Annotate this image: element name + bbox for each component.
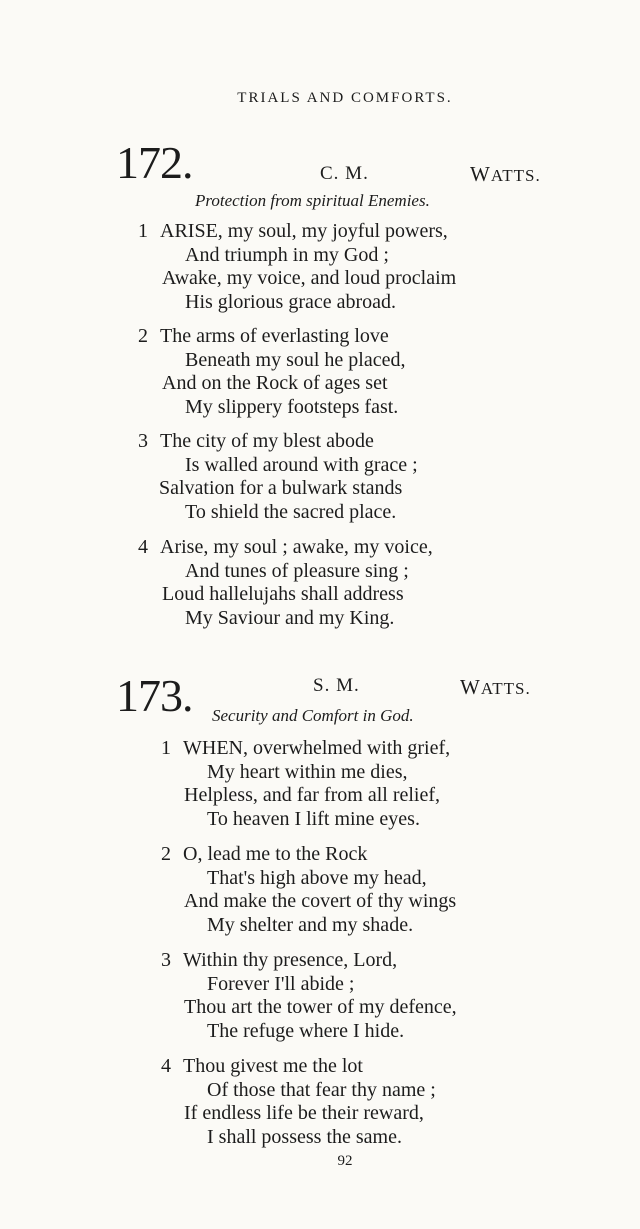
verse-line: Loud hallelujahs shall address [162,583,404,605]
author-initial: W [460,675,481,699]
hymn-author [470,162,541,187]
verse-line: If endless life be their reward, [184,1102,424,1124]
verse-line: Thou art the tower of my defence, [184,996,457,1018]
verse-line: Is walled around with grace ; [185,453,418,476]
verse-number: 2 [161,843,171,865]
verse-line: The city of my blest abode [160,430,374,452]
verse-line: Forever I'll abide ; [207,972,355,995]
verse-number: 4 [161,1055,171,1077]
verse-line: Thou givest me the lot [183,1055,363,1077]
verse-number: 3 [138,430,148,452]
hymn-meter: C. M. [320,163,369,184]
hymn-subtitle: Protection from spiritual Enemies. [195,191,430,210]
running-head: TRIALS AND COMFORTS. [237,90,453,106]
verse-number: 2 [138,325,148,347]
hymn-meter: S. M. [313,675,360,696]
author-rest: ATTS. [480,679,531,698]
verse-line: Of those that fear thy name ; [207,1078,436,1101]
verse-line: O, lead me to the Rock [183,843,368,865]
verse-line: I shall possess the same. [207,1125,402,1148]
verse-line: His glorious grace abroad. [185,290,397,313]
verse-line: And make the covert of thy wings [184,890,457,912]
verse [138,536,433,630]
author-initial: W [470,162,491,186]
verse [161,949,457,1043]
verse-line: The arms of everlasting love [160,325,389,347]
verse-number: 1 [161,737,171,759]
verse-line: And on the Rock of ages set [162,372,388,394]
verse-number: 1 [138,220,148,242]
author-rest: ATTS. [490,166,541,185]
hymn-number: 172. [116,137,193,188]
verse-line: My shelter and my shade. [207,913,414,936]
hymn-author [460,675,531,700]
page-number: 92 [337,1153,353,1169]
verse [138,325,406,419]
verse [161,843,456,937]
hymn-subtitle: Security and Comfort in God. [212,706,414,725]
verse-line: Within thy presence, Lord, [183,949,398,971]
verse-line: To heaven I lift mine eyes. [207,807,420,830]
verse-number: 4 [138,536,148,558]
verse-line: WHEN, overwhelmed with grief, [183,737,451,759]
verse-line: Awake, my voice, and loud proclaim [162,267,457,289]
verse-line: My Saviour and my King. [185,606,395,629]
verse-line: The refuge where I hide. [207,1019,405,1042]
verse-line: ARISE, my soul, my joyful powers, [160,220,448,242]
verse-number: 3 [161,949,171,971]
hymn-number: 173. [116,670,193,721]
verse [138,430,418,524]
verse-line: Beneath my soul he placed, [185,348,406,371]
verse-line: And triumph in my God ; [185,243,389,266]
verse-line: My heart within me dies, [207,760,408,783]
verse-line: Helpless, and far from all relief, [184,784,441,806]
verse [161,737,450,831]
verse [161,1055,436,1149]
verse-line: That's high above my head, [207,866,427,889]
verse-line: Arise, my soul ; awake, my voice, [160,536,433,558]
verse-line: My slippery footsteps fast. [185,395,399,418]
verse-line: And tunes of pleasure sing ; [185,559,409,582]
verse-line: To shield the sacred place. [185,500,397,523]
verse [138,220,456,314]
verse-line: Salvation for a bulwark stands [159,477,403,499]
